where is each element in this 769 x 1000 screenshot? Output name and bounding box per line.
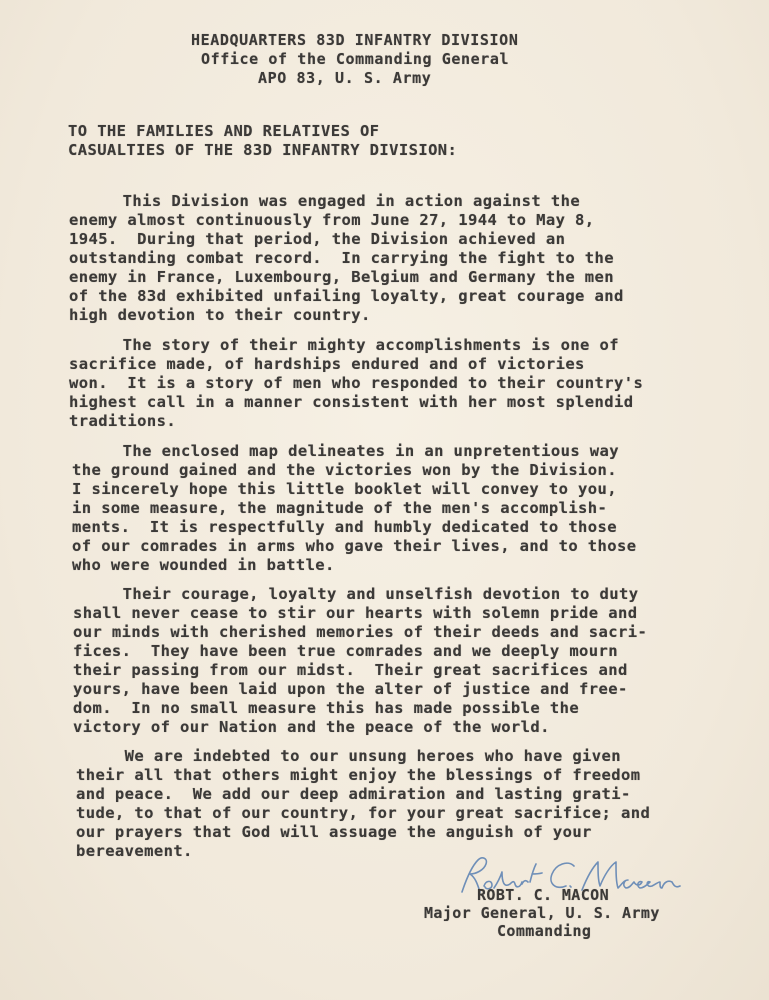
paragraph-line: our minds with cherished memories of their deeds and sacri-: [73, 623, 648, 641]
paragraph-line: This Division was engaged in action against the: [74, 192, 581, 210]
paragraph-line: won. It is a story of men who responded to their country's: [69, 374, 644, 392]
paragraph-line: outstanding combat record. In carrying the fight to the: [69, 249, 614, 267]
paragraph-line: bereavement.: [76, 842, 193, 860]
paragraph-line: in some measure, the magnitude of the men's accomplish-: [72, 499, 608, 517]
paragraph-line: We are indebted to our unsung heroes who have given: [76, 747, 621, 765]
paragraph-line: the ground gained and the victories won by the Division.: [72, 461, 617, 479]
paragraph-line: dom. In no small measure this has made possible the: [73, 699, 580, 717]
paragraph-line: I sincerely hope this little booklet will convey to you,: [72, 480, 617, 498]
paragraph-line: enemy almost continuously from June 27, 1944 to May 8,: [69, 211, 595, 229]
paragraph-line: tude, to that of our country, for your great sacrifice; and: [76, 804, 651, 822]
paragraph-line: highest call in a manner consistent with her most splendid: [69, 393, 634, 411]
signer-rank: Major General, U. S. Army: [424, 904, 660, 922]
paragraph-line: who were wounded in battle.: [72, 556, 335, 574]
paragraph-line: victory of our Nation and the peace of the world.: [73, 718, 550, 736]
paragraph-line: The story of their mighty accomplishments is one of: [74, 336, 619, 354]
paragraph-line: their passing from our midst. Their great sacrifices and: [73, 661, 628, 679]
salutation-line-1: TO THE FAMILIES AND RELATIVES OF: [68, 122, 380, 140]
paragraph-line: shall never cease to stir our hearts with solemn pride and: [73, 604, 638, 622]
paragraph-line: enemy in France, Luxembourg, Belgium and Germany the men: [69, 268, 614, 286]
signer-title: Commanding: [497, 922, 592, 940]
paragraph-line: and peace. We add our deep admiration and lasting grati-: [76, 785, 631, 803]
paragraph-line: of our comrades in arms who gave their lives, and to those: [72, 537, 637, 555]
paragraph-line: 1945. During that period, the Division achieved an: [69, 230, 566, 248]
paragraph-line: yours, have been laid upon the alter of justice and free-: [73, 680, 628, 698]
paragraph-line: their all that others might enjoy the blessings of freedom: [76, 766, 641, 784]
paragraph-line: traditions.: [69, 412, 177, 430]
paragraph-line: The enclosed map delineates in an unpretentious way: [74, 442, 619, 460]
paragraph-line: sacrifice made, of hardships endured and of victories: [69, 355, 585, 373]
paragraph-line: ments. It is respectfully and humbly dedicated to those: [72, 518, 617, 536]
paragraph-line: Their courage, loyalty and unselfish devotion to duty: [74, 585, 639, 603]
salutation-line-2: CASUALTIES OF THE 83D INFANTRY DIVISION:: [68, 141, 458, 159]
paragraph-line: of the 83d exhibited unfailing loyalty, great courage and: [69, 287, 624, 305]
paragraph-line: our prayers that God will assuage the anguish of your: [76, 823, 592, 841]
letterhead-line-1: HEADQUARTERS 83D INFANTRY DIVISION: [191, 31, 519, 49]
signer-name: ROBT. C. MACON: [477, 886, 610, 904]
letterhead-line-2: Office of the Commanding General: [201, 50, 510, 68]
paragraph-line: high devotion to their country.: [69, 306, 371, 324]
letterhead-line-3: APO 83, U. S. Army: [258, 69, 432, 87]
paragraph-line: fices. They have been true comrades and we deeply mourn: [73, 642, 618, 660]
